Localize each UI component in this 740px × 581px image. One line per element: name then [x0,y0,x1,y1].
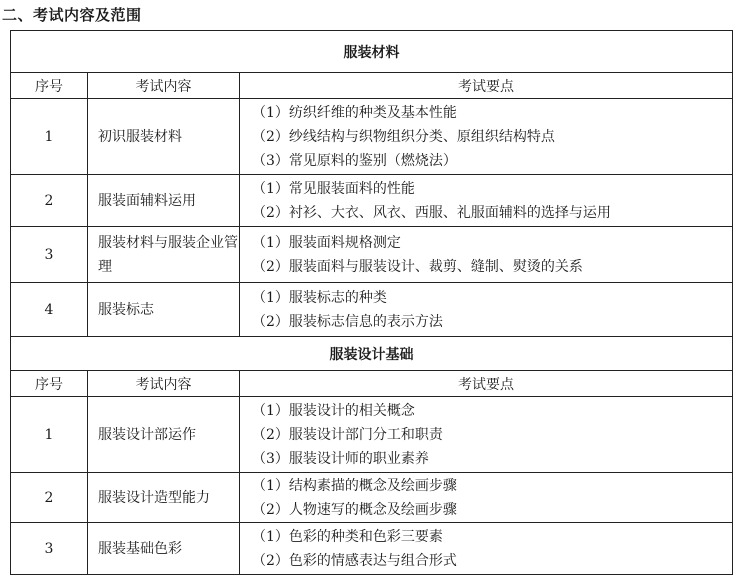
point-item: （2）纱线结构与织物组织分类、原组织结构特点 [252,128,555,145]
point-item: （1）服装面料规格测定 [252,234,401,251]
section-title: 服装设计基础 [11,337,733,371]
point-item: （2）服装设计部门分工和职责 [252,426,443,443]
point-item: （2）服装面料与服装设计、裁剪、缝制、熨烫的关系 [252,258,583,275]
table-row [11,523,733,575]
row-points [240,283,733,337]
row-num: 3 [11,227,88,283]
row-content: 服装设计造型能力 [88,473,240,523]
row-num: 3 [11,523,88,575]
row-num: 1 [11,99,88,175]
row-points [240,473,733,523]
row-num: 2 [11,175,88,227]
point-item: （1）常见服装面料的性能 [252,180,415,197]
point-item: （2）人物速写的概念及绘画步骤 [252,501,457,518]
row-points [240,175,733,227]
header-row [11,371,733,397]
row-points [240,99,733,175]
row-content: 服装设计部运作 [88,397,240,473]
header-points: 考试要点 [240,73,733,99]
header-num: 序号 [11,371,88,397]
row-content: 服装材料与服装企业管理 [88,227,240,283]
row-points [240,523,733,575]
row-points [240,397,733,473]
section-title: 服装材料 [11,31,733,73]
row-content: 服装基础色彩 [88,523,240,575]
point-item: （3）服装设计师的职业素养 [252,450,429,467]
section-title-row [11,31,733,73]
section-heading: 二、考试内容及范围 [2,6,142,24]
table-row [11,175,733,227]
header-points: 考试要点 [240,371,733,397]
point-item: （1）色彩的种类和色彩三要素 [252,528,443,545]
header-content: 考试内容 [88,73,240,99]
point-item: （1）纺织纤维的种类及基本性能 [252,104,457,121]
point-item: （1）服装设计的相关概念 [252,402,415,419]
point-item: （2）服装标志信息的表示方法 [252,313,443,330]
point-item: （2）衬衫、大衣、风衣、西服、礼服面辅料的选择与运用 [252,204,611,221]
table-row [11,227,733,283]
row-content: 服装面辅料运用 [88,175,240,227]
section-title-row [11,337,733,371]
table-row [11,283,733,337]
table-row [11,397,733,473]
point-item: （3）常见原料的鉴别（燃烧法） [252,152,457,169]
header-num: 序号 [11,73,88,99]
header-content: 考试内容 [88,371,240,397]
table-row [11,473,733,523]
header-row [11,73,733,99]
exam-scope-table [10,30,733,575]
table-row [11,99,733,175]
point-item: （1）结构素描的概念及绘画步骤 [252,477,457,494]
row-num: 1 [11,397,88,473]
row-content: 服装标志 [88,283,240,337]
point-item: （1）服装标志的种类 [252,289,387,306]
point-item: （2）色彩的情感表达与组合形式 [252,552,457,569]
row-num: 2 [11,473,88,523]
row-points [240,227,733,283]
row-content: 初识服装材料 [88,99,240,175]
row-num: 4 [11,283,88,337]
